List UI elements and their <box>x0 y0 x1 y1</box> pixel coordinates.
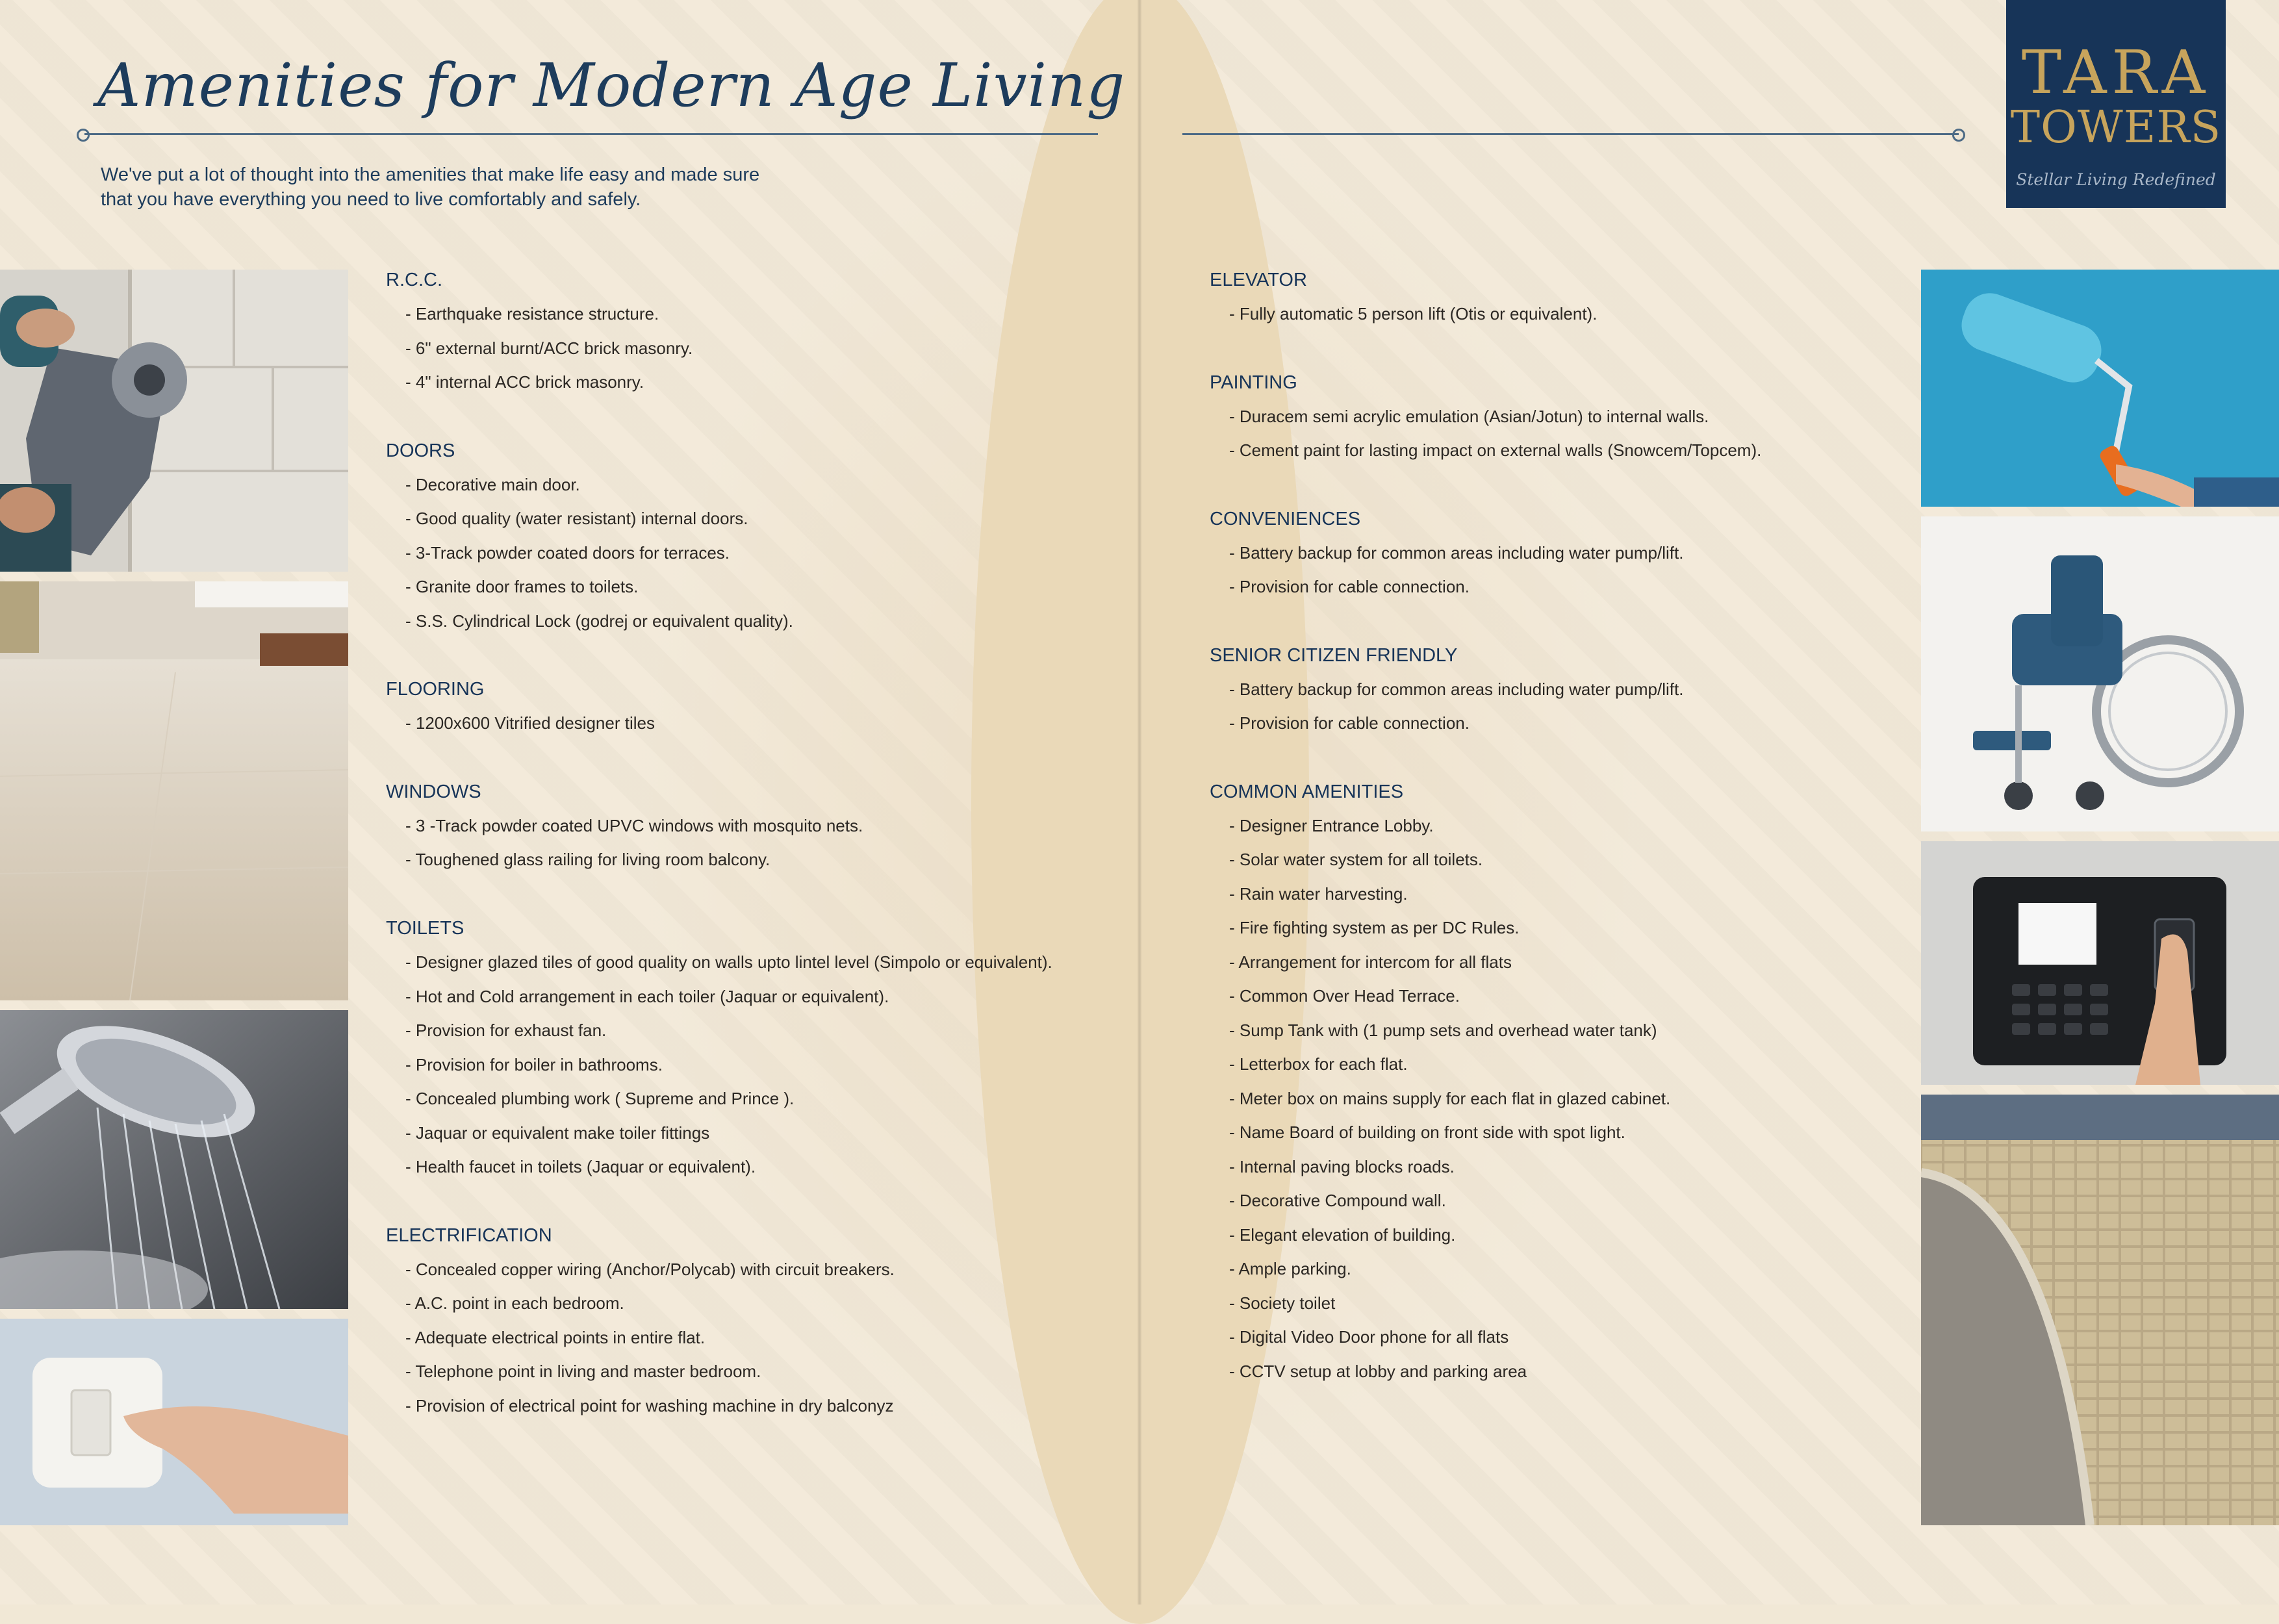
spec-item: - Provision for cable connection. <box>1229 577 1470 596</box>
page-title: Amenities for Modern Age Living <box>97 51 1126 120</box>
light-switch-photo <box>0 1319 348 1525</box>
spec-item: - Fire fighting system as per DC Rules. <box>1229 918 1520 937</box>
section-title: DOORS <box>386 440 455 461</box>
spec-item: - Solar water system for all toilets. <box>1229 850 1483 869</box>
paving-blocks-photo <box>1921 1095 2279 1525</box>
spec-item: - Elegant elevation of building. <box>1229 1224 1456 1245</box>
title-rule-left <box>84 133 1098 135</box>
spec-section-electrification <box>386 1219 1088 1423</box>
spec-item: - Letterbox for each flat. <box>1229 1054 1408 1074</box>
spec-item: - Sump Tank with (1 pump sets and overhead water tank) <box>1229 1020 1657 1040</box>
intro-line: that you have everything you need to live comfortably and safely. <box>101 189 641 210</box>
section-title: COMMON AMENITIES <box>1210 781 1404 802</box>
spec-item: - Health faucet in toilets (Jaquar or equivalent). <box>405 1157 756 1176</box>
spec-section-elevator <box>1210 263 1898 331</box>
spec-item: - S.S. Cylindrical Lock (godrej or equivalent quality). <box>405 611 793 631</box>
logo-wordmark-tara: TARA <box>2021 38 2211 107</box>
shower-head-photo <box>0 1010 348 1309</box>
spec-item: - Adequate electrical points in entire flat. <box>405 1327 706 1347</box>
spec-item: - Designer Entrance Lobby. <box>1229 815 1434 835</box>
spec-section-senior-citizen <box>1210 639 1898 741</box>
spec-item: - Provision of electrical point for washing machine in dry balconyz <box>405 1395 894 1415</box>
spec-item: - 3 -Track powder coated UPVC windows with mosquito nets. <box>405 815 863 835</box>
spec-item: - 1200x600 Vitrified designer tiles <box>405 713 655 733</box>
section-title: PAINTING <box>1210 372 1297 393</box>
spec-item: - Toughened glass railing for living room balcony. <box>405 850 770 869</box>
spec-item: - Provision for boiler in bathrooms. <box>405 1054 663 1074</box>
masonry-cutting-photo <box>0 270 348 572</box>
rule-ornament <box>77 129 90 142</box>
spec-item: - Decorative Compound wall. <box>1229 1191 1446 1210</box>
spec-item: - Hot and Cold arrangement in each toiler (Jaquar or equivalent). <box>405 986 889 1006</box>
wheelchair-photo <box>1921 516 2279 831</box>
spec-item: - Common Over Head Terrace. <box>1229 986 1460 1006</box>
vitrified-floor-photo <box>0 581 348 1000</box>
spec-item: - Telephone point in living and master bedroom. <box>405 1362 761 1381</box>
logo-tagline: Stellar Living Redefined <box>2016 170 2216 189</box>
spec-section-flooring <box>386 672 1088 741</box>
spec-item: - Ample parking. <box>1229 1259 1351 1278</box>
spec-item: - Provision for exhaust fan. <box>405 1021 607 1040</box>
section-title: ELEVATOR <box>1210 270 1307 290</box>
spec-item: - A.C. point in each bedroom. <box>405 1293 624 1313</box>
section-title: SENIOR CITIZEN FRIENDLY <box>1210 644 1458 666</box>
paint-roller-photo <box>1921 270 2279 507</box>
spec-item: - Jaquar or equivalent make toiler fittings <box>405 1123 710 1143</box>
spec-section-painting <box>1210 366 1898 468</box>
spec-item: - Good quality (water resistant) internal doors. <box>405 509 748 528</box>
spec-item: - Name Board of building on front side with spot light. <box>1229 1123 1625 1142</box>
spec-section-windows <box>386 775 1088 877</box>
intro-text <box>101 162 945 212</box>
left-specifications-column <box>386 263 1088 1457</box>
spec-section-doors <box>386 434 1088 639</box>
biometric-device-photo <box>1921 841 2279 1085</box>
brochure-spine <box>1138 0 1141 1605</box>
right-specifications-column <box>1210 263 1898 1423</box>
section-title: ELECTRIFICATION <box>386 1224 552 1246</box>
spec-item: - Meter box on mains supply for each flat in glazed cabinet. <box>1229 1088 1671 1108</box>
spec-item: - Battery backup for common areas including water pump/lift. <box>1229 542 1684 563</box>
spec-item: - Rain water harvesting. <box>1229 883 1408 904</box>
spec-section-common-amenities <box>1210 775 1898 1389</box>
spec-item: - Duracem semi acrylic emulation (Asian/Jotun) to internal walls. <box>1229 406 1709 426</box>
spec-item: - Granite door frames to toilets. <box>405 577 639 596</box>
intro-line: We've put a lot of thought into the amenities that make life easy and made sure <box>101 164 760 185</box>
spec-section-rcc <box>386 263 1088 400</box>
spec-section-conveniences <box>1210 502 1898 604</box>
logo-wordmark-towers: TOWERS <box>2010 102 2222 153</box>
spec-item: - 3-Track powder coated doors for terraces. <box>405 542 730 563</box>
spec-item: - Arrangement for intercom for all flats <box>1229 952 1512 972</box>
spec-item: - Digital Video Door phone for all flats <box>1229 1327 1509 1347</box>
spec-item: - Concealed plumbing work ( Supreme and Prince ). <box>405 1089 795 1108</box>
section-title: FLOORING <box>386 679 485 700</box>
section-title: TOILETS <box>386 917 465 939</box>
spec-item: - Earthquake resistance structure. <box>405 304 659 324</box>
title-rule-right <box>1182 133 1959 135</box>
section-title: R.C.C. <box>386 270 442 290</box>
spec-item: - Internal paving blocks roads. <box>1229 1156 1455 1176</box>
spec-item: - Society toilet <box>1229 1293 1336 1313</box>
spec-item: - Designer glazed tiles of good quality on walls upto lintel level (Simpolo or equivalent). <box>405 952 1052 972</box>
spec-item: - Fully automatic 5 person lift (Otis or equivalent). <box>1229 304 1598 324</box>
section-title: WINDOWS <box>386 781 481 802</box>
rule-ornament <box>1952 129 1965 142</box>
spec-item: - 6" external burnt/ACC brick masonry. <box>405 338 693 358</box>
spec-item: - Battery backup for common areas including water pump/lift. <box>1229 679 1684 699</box>
spec-item: - Provision for cable connection. <box>1229 713 1470 733</box>
spec-section-toilets <box>386 911 1088 1184</box>
tara-towers-logo <box>2006 0 2226 208</box>
spec-item: - 4" internal ACC brick masonry. <box>405 372 644 392</box>
section-title: CONVENIENCES <box>1210 508 1361 529</box>
spec-item: - Decorative main door. <box>405 474 580 494</box>
spec-item: - CCTV setup at lobby and parking area <box>1229 1361 1527 1381</box>
spec-item: - Concealed copper wiring (Anchor/Polycab) with circuit breakers. <box>405 1259 895 1279</box>
spec-item: - Cement paint for lasting impact on external walls (Snowcem/Topcem). <box>1229 440 1762 460</box>
